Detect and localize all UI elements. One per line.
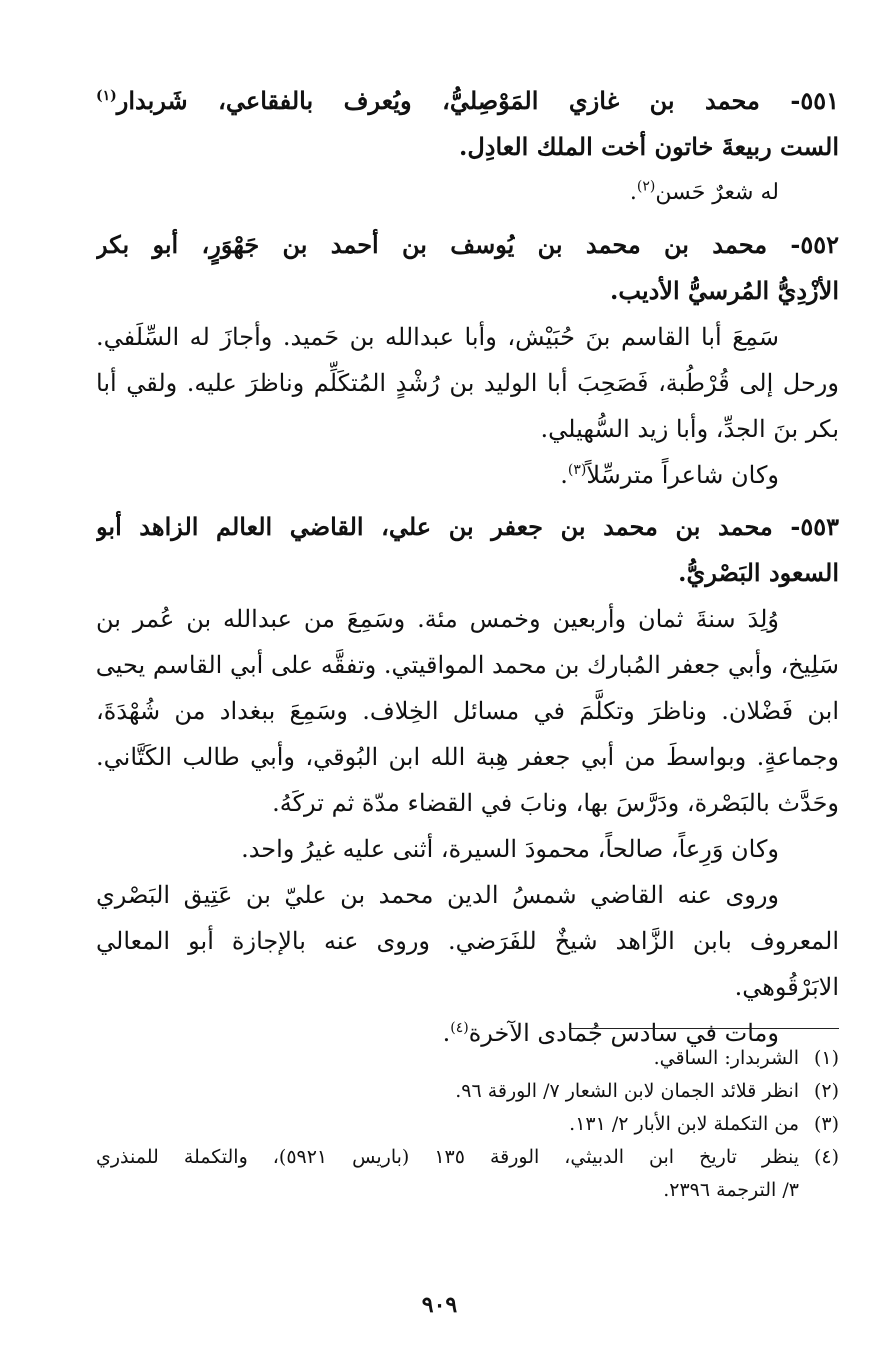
entry-heading-line <box>96 504 839 550</box>
footnote-continuation: ٣/ الترجمة ٢٣٩٦. <box>663 1179 799 1201</box>
line-text: ومات في سادس جُمادى الآخرة <box>468 1019 779 1047</box>
entry-text-line <box>96 872 839 918</box>
footnote-text: الشربدار: الساقي. <box>653 1047 799 1069</box>
line-tail: . <box>442 1019 451 1047</box>
footnote-separator <box>569 1028 839 1029</box>
footnote-number: (٢) <box>813 1080 839 1102</box>
line-text: ٥٥١- محمد بن غازي المَوْصِليُّ، ويُعرف بالفقاعي، شَربدار <box>116 86 839 115</box>
entry-text-line <box>96 406 839 452</box>
line-text: له شعرٌ حَسن <box>655 180 779 205</box>
entry-text-line <box>96 780 839 826</box>
entry-text-line <box>96 596 839 642</box>
line-text: وكان شاعراً مترسِّلاً <box>586 461 779 489</box>
entry-text-line <box>96 314 839 360</box>
line-tail: . <box>629 180 637 205</box>
line-text: وكان وَرِعاً، صالحاً، محمودَ السيرة، أثنى عليه غيرُ واحد. <box>241 835 779 863</box>
line-text: وحَدَّث بالبَصْرة، ودَرَّسَ بها، ونابَ في القضاء مدّة ثم تركَهُ. <box>272 789 839 817</box>
line-text: الست ربيعةَ خاتون أخت الملك العادِل. <box>459 132 839 161</box>
line-text: السعود البَصْريُّ. <box>678 558 839 587</box>
main-text <box>96 78 839 1056</box>
footnote-item <box>96 1108 839 1141</box>
entry-text-line <box>96 688 839 734</box>
entry-text-line <box>96 826 839 872</box>
footnote-marker: (٤) <box>450 1020 469 1036</box>
footnotes <box>96 1042 839 1207</box>
footnote-item <box>96 1075 839 1108</box>
footnote-text: انظر قلائد الجمان لابن الشعار ٧/ الورقة ٩٦. <box>455 1080 799 1102</box>
footnote-text: من التكملة لابن الأبار ٢/ ١٣١. <box>569 1113 799 1135</box>
footnote-number: (١) <box>813 1047 839 1069</box>
line-text: سَلِيخ، وأبي جعفر المُبارك بن محمد المواقيتي. وتفقَّه على أبي القاسم يحيى <box>96 651 839 679</box>
entry-heading-line <box>96 550 839 596</box>
entry-text-line <box>96 360 839 406</box>
line-text: ٥٥٢- محمد بن محمد بن يُوسف بن أحمد بن جَهْوَرٍ، أبو بكر <box>96 230 839 259</box>
line-text: الأزْدِيُّ المُرسيُّ الأديب. <box>610 276 839 305</box>
entry-heading-line <box>96 78 839 124</box>
entry-text-line <box>96 918 839 964</box>
footnote-marker: (٢) <box>636 178 656 195</box>
line-text: ورحل إلى قُرْطُبة، فَصَحِبَ أبا الوليد بن رُشْدٍ المُتكَلِّم وناظرَ عليه. ولقي أبا <box>96 369 839 397</box>
entry-text-line <box>96 170 839 216</box>
line-text: سَمِعَ أبا القاسم بنَ حُبَيْش، وأبا عبدالله بن حَميد. وأجازَ له السِّلَفي. <box>96 323 779 351</box>
entry-text-line <box>96 734 839 780</box>
line-text: ٥٥٣- محمد بن محمد بن جعفر بن علي، القاضي العالم الزاهد أبو <box>96 512 839 541</box>
footnote-marker: (١) <box>96 88 117 104</box>
line-text: وُلِدَ سنةَ ثمان وأربعين وخمس مئة. وسَمِعَ من عبدالله بن عُمر بن <box>96 605 779 633</box>
footnote-number: (٣) <box>813 1113 839 1135</box>
entry-heading-line <box>96 268 839 314</box>
line-text: بكر بنَ الجدِّ، وأبا زيد السُّهيلي. <box>540 415 839 443</box>
biography-entry <box>96 78 839 216</box>
footnote-item <box>96 1042 839 1075</box>
line-text: وروى عنه القاضي شمسُ الدين محمد بن عليّ بن عَتِيق البَصْري <box>96 881 779 909</box>
footnote-text: ينظر تاريخ ابن الدبيثي، الورقة ١٣٥ (باريس ٥٩٢١)، والتكملة للمنذري <box>96 1146 799 1168</box>
line-tail: . <box>560 461 568 489</box>
entry-text-line <box>96 452 839 498</box>
footnote-item <box>96 1141 839 1174</box>
entry-heading-line <box>96 222 839 268</box>
biography-entry <box>96 504 839 1056</box>
entry-text-line <box>96 642 839 688</box>
line-text: ابن فَضْلان. وناظرَ وتكلَّمَ في مسائل الخِلاف. وسَمِعَ ببغداد من شُهْدَةَ، <box>96 697 839 725</box>
line-text: وجماعةٍ. وبواسطَ من أبي جعفر هِبة الله ابن البُوقي، وأبي طالب الكَتَّاني. <box>96 743 839 771</box>
page-number: ٩٠٩ <box>421 1292 458 1318</box>
footnote-marker: (٣) <box>567 462 587 478</box>
footnote-number: (٤) <box>813 1146 839 1168</box>
entry-heading-line <box>96 124 839 170</box>
line-text: الابَرْقُوهي. <box>734 973 839 1001</box>
biography-entry <box>96 222 839 498</box>
line-text: المعروف بابن الزَّاهد شيخٌ للفَرَضي. وروى عنه بالإجازة أبو المعالي <box>96 927 839 955</box>
entry-text-line <box>96 964 839 1010</box>
